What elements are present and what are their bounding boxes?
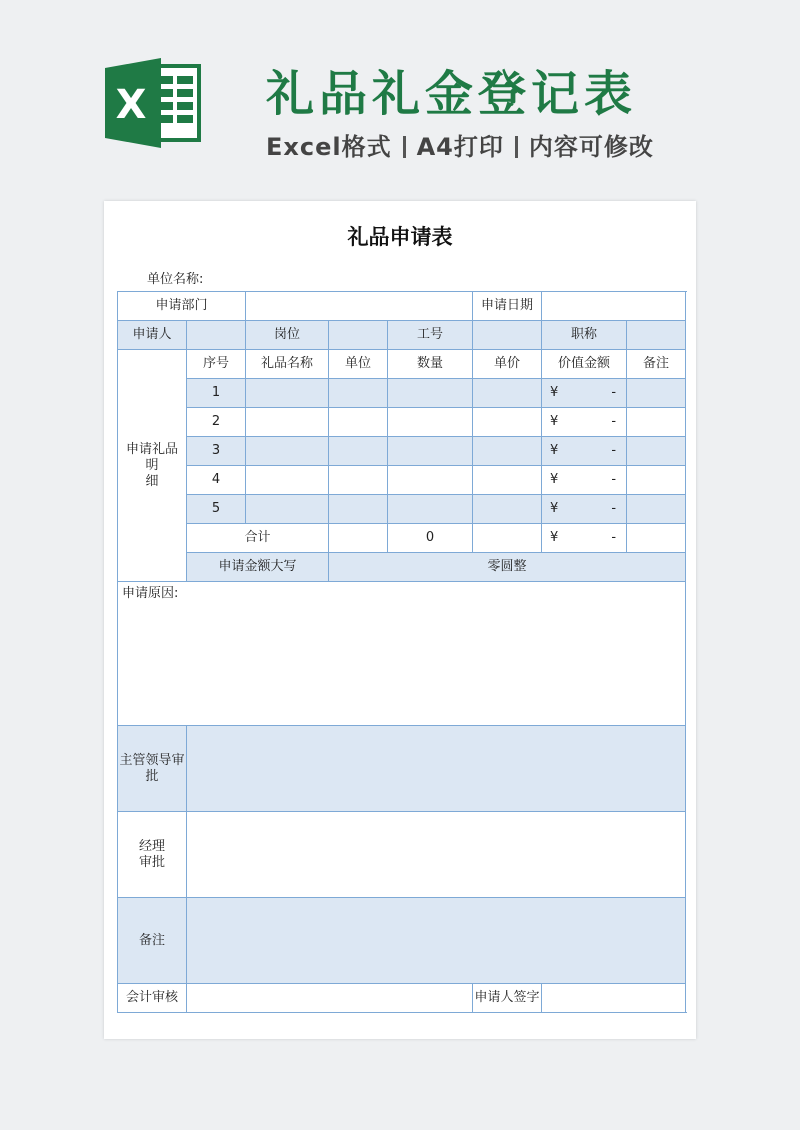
col-header-value: 价值金额	[542, 350, 627, 379]
dept-input[interactable]	[246, 292, 473, 321]
applicant-row	[118, 321, 686, 350]
qty-cell[interactable]	[388, 408, 473, 437]
banner-title: 礼品礼金登记表	[266, 66, 638, 122]
banner-subtitle	[266, 127, 654, 162]
col-header-no: 序号	[187, 350, 246, 379]
total-qty: 0	[388, 524, 473, 553]
subtitle-editable: 内容可修改	[528, 133, 654, 161]
unit-name-label: 单位名称:	[147, 272, 204, 287]
qty-cell[interactable]	[388, 437, 473, 466]
applicant-label: 申请人	[118, 321, 187, 350]
table-row	[118, 495, 686, 524]
price-cell[interactable]	[473, 495, 542, 524]
qty-cell[interactable]	[388, 379, 473, 408]
supervisor-row	[118, 726, 686, 812]
supervisor-approval-field[interactable]	[187, 726, 686, 812]
dept-label: 申请部门	[118, 292, 246, 321]
col-header-name: 礼品名称	[246, 350, 329, 379]
table-row	[118, 379, 686, 408]
amount: -	[611, 472, 617, 487]
row-no: 4	[187, 466, 246, 495]
currency-symbol: ¥	[550, 443, 559, 458]
job-no-input[interactable]	[473, 321, 542, 350]
value-cell	[542, 466, 627, 495]
position-input[interactable]	[329, 321, 388, 350]
currency-symbol: ¥	[550, 414, 559, 429]
total-unit-cell	[329, 524, 388, 553]
signature-label: 申请人签字	[473, 984, 542, 1013]
qty-cell[interactable]	[388, 495, 473, 524]
gift-name-cell[interactable]	[246, 495, 329, 524]
table-row	[118, 466, 686, 495]
unit-cell[interactable]	[329, 495, 388, 524]
gift-name-cell[interactable]	[246, 379, 329, 408]
table-row	[118, 437, 686, 466]
detail-label: 申请礼品明 细	[118, 350, 187, 582]
excel-icon	[105, 58, 203, 148]
col-header-price: 单价	[473, 350, 542, 379]
currency-symbol: ¥	[550, 472, 559, 487]
gift-name-cell[interactable]	[246, 437, 329, 466]
total-price-cell	[473, 524, 542, 553]
value-cell	[542, 379, 627, 408]
detail-header-row	[118, 350, 686, 379]
price-cell[interactable]	[473, 437, 542, 466]
manager-label: 经理 审批	[118, 812, 187, 898]
application-table	[117, 291, 686, 1013]
remark-cell[interactable]	[627, 495, 686, 524]
amount: -	[611, 385, 617, 400]
amount-words-value: 零圆整	[329, 553, 686, 582]
remark-cell[interactable]	[627, 466, 686, 495]
unit-cell[interactable]	[329, 437, 388, 466]
position-label: 岗位	[246, 321, 329, 350]
currency-symbol: ¥	[550, 530, 559, 545]
total-remark-cell	[627, 524, 686, 553]
value-cell	[542, 437, 627, 466]
applicant-input[interactable]	[187, 321, 246, 350]
col-header-unit: 单位	[329, 350, 388, 379]
unit-cell[interactable]	[329, 379, 388, 408]
value-cell	[542, 495, 627, 524]
currency-symbol: ¥	[550, 385, 559, 400]
separator	[515, 136, 518, 158]
col-header-remark: 备注	[627, 350, 686, 379]
remark-cell[interactable]	[627, 379, 686, 408]
accounting-label: 会计审核	[118, 984, 187, 1013]
amount: -	[611, 414, 617, 429]
amount: -	[611, 530, 617, 545]
row-no: 3	[187, 437, 246, 466]
supervisor-label: 主管领导审 批	[118, 726, 187, 812]
signature-row	[118, 984, 686, 1013]
date-input[interactable]	[542, 292, 686, 321]
reason-field[interactable]	[118, 582, 686, 726]
total-value	[542, 524, 627, 553]
separator	[403, 136, 406, 158]
price-cell[interactable]	[473, 408, 542, 437]
subtitle-print: A4打印	[416, 133, 504, 161]
value-cell	[542, 408, 627, 437]
total-row	[118, 524, 686, 553]
excel-icon-letter: X	[115, 82, 147, 128]
remarks-field[interactable]	[187, 898, 686, 984]
job-title-label: 职称	[542, 321, 627, 350]
remark-cell[interactable]	[627, 437, 686, 466]
reason-row	[118, 582, 686, 726]
remark-cell[interactable]	[627, 408, 686, 437]
amount-words-row	[118, 553, 686, 582]
reason-label: 申请原因:	[122, 586, 179, 601]
qty-cell[interactable]	[388, 466, 473, 495]
banner	[0, 0, 800, 195]
currency-symbol: ¥	[550, 501, 559, 516]
manager-row	[118, 812, 686, 898]
row-no: 5	[187, 495, 246, 524]
price-cell[interactable]	[473, 466, 542, 495]
remarks-label: 备注	[118, 898, 187, 984]
subtitle-format: Excel格式	[266, 133, 392, 161]
gift-name-cell[interactable]	[246, 466, 329, 495]
date-label: 申请日期	[473, 292, 542, 321]
job-title-input[interactable]	[627, 321, 686, 350]
amount-words-label: 申请金额大写	[187, 553, 329, 582]
dept-row	[118, 292, 686, 321]
row-no: 1	[187, 379, 246, 408]
form-sheet	[104, 201, 696, 1039]
unit-cell[interactable]	[329, 466, 388, 495]
form-title: 礼品申请表	[347, 225, 453, 249]
remarks-row	[118, 898, 686, 984]
col-header-qty: 数量	[388, 350, 473, 379]
amount: -	[611, 443, 617, 458]
job-no-label: 工号	[388, 321, 473, 350]
table-row	[118, 408, 686, 437]
row-no: 2	[187, 408, 246, 437]
signature-field[interactable]	[542, 984, 686, 1013]
manager-approval-field[interactable]	[187, 812, 686, 898]
price-cell[interactable]	[473, 379, 542, 408]
gift-name-cell[interactable]	[246, 408, 329, 437]
accounting-field[interactable]	[187, 984, 473, 1013]
total-label: 合计	[187, 524, 329, 553]
amount: -	[611, 501, 617, 516]
unit-cell[interactable]	[329, 408, 388, 437]
